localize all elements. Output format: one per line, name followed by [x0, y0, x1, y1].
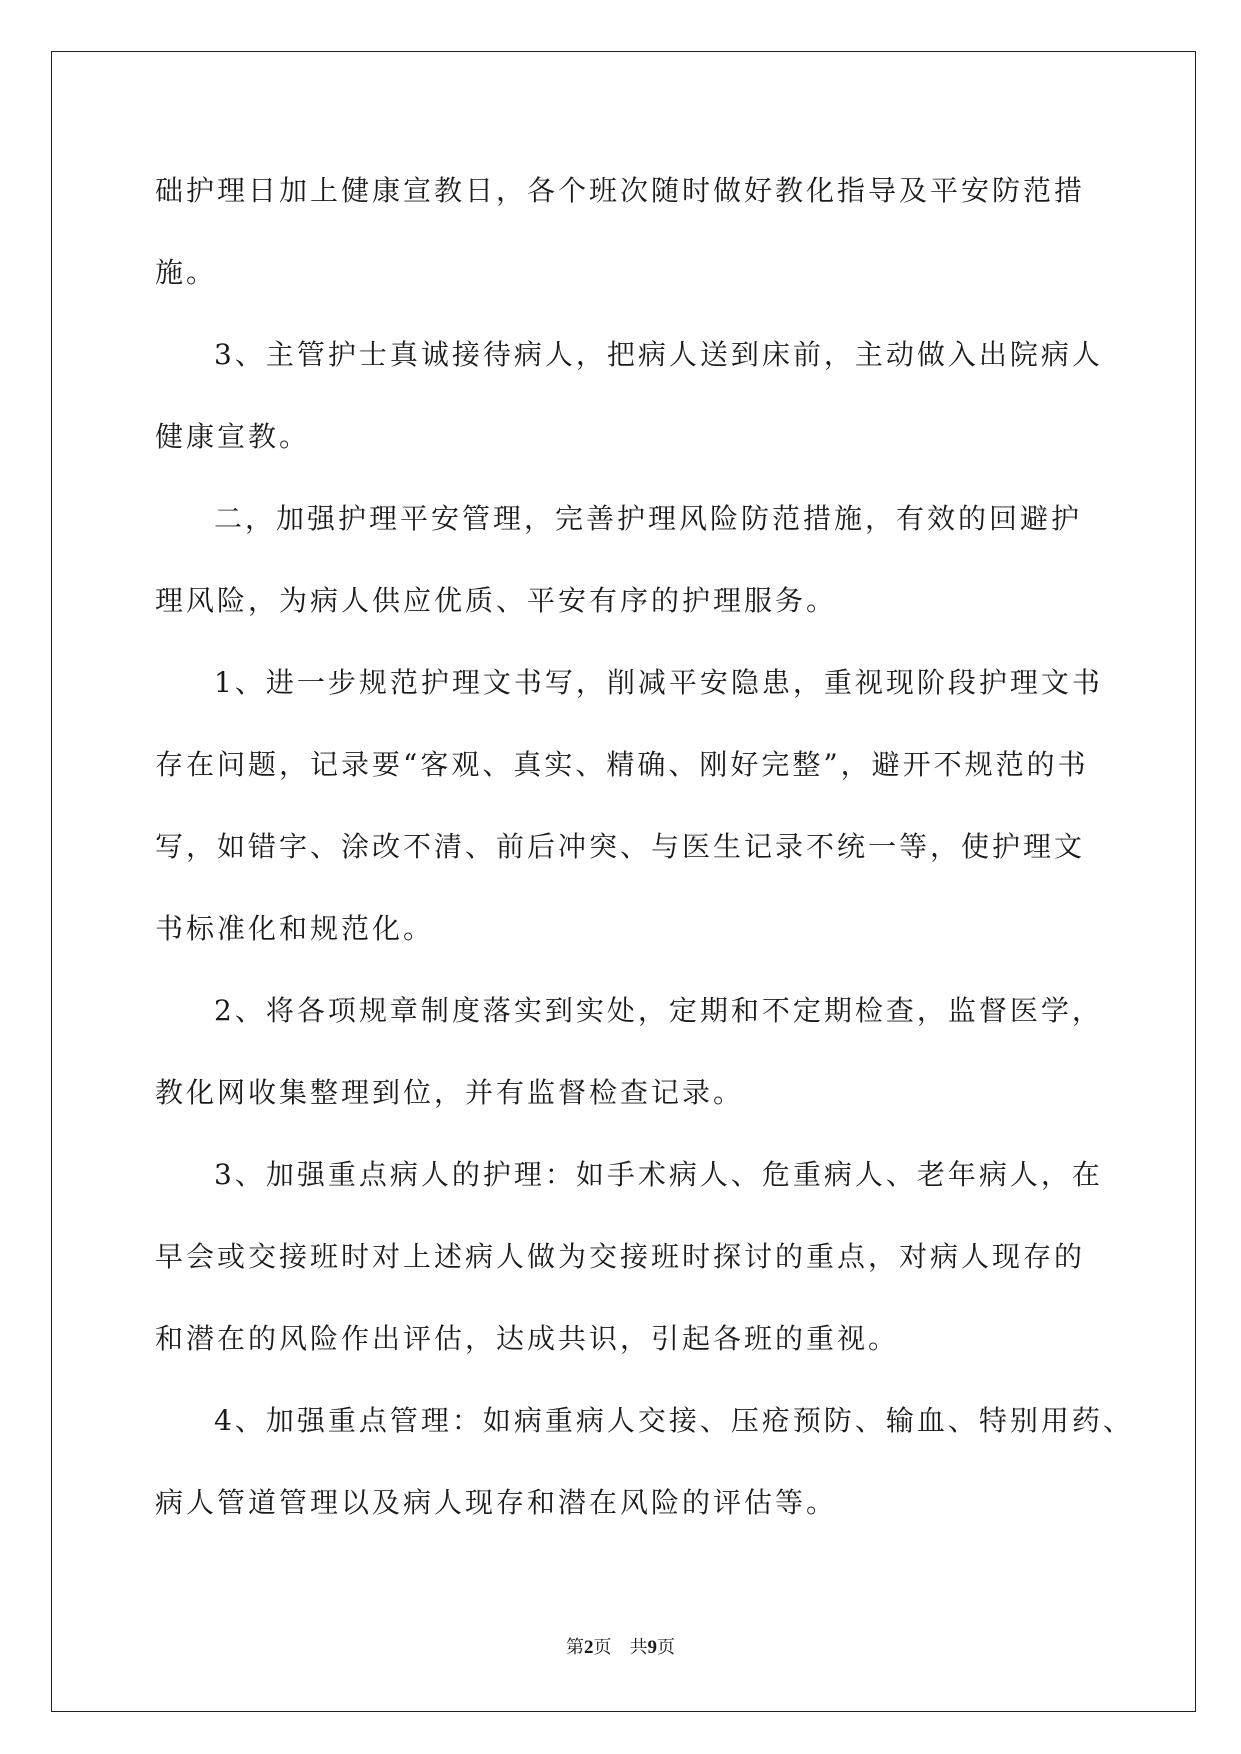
text-line: 写，如错字、涂改不清、前后冲突、与医生记录不统一等，使护理文	[155, 830, 1086, 863]
total-suffix: 页	[657, 1637, 675, 1658]
text-line: 1、进一步规范护理文书写，削减平安隐患，重视现阶段护理文书	[214, 666, 1103, 699]
text-line: 存在问题，记录要“客观、真实、精确、刚好完整”，避开不规范的书	[155, 748, 1089, 781]
total-pages: 9	[647, 1637, 657, 1658]
page-footer	[0, 1634, 1241, 1662]
text-line: 础护理日加上健康宣教日，各个班次随时做好教化指导及平安防范措	[155, 174, 1086, 207]
text-line: 3、主管护士真诚接待病人，把病人送到床前，主动做入出院病人	[214, 338, 1103, 371]
total-prefix: 共	[629, 1637, 648, 1658]
page-number-label	[566, 1637, 612, 1658]
text-line: 健康宣教。	[155, 420, 311, 453]
text-line: 早会或交接班时对上述病人做为交接班时探讨的重点，对病人现存的	[155, 1240, 1086, 1273]
total-pages-label	[630, 1637, 676, 1658]
text-line: 二，加强护理平安管理，完善护理风险防范措施，有效的回避护	[214, 502, 1083, 535]
page-suffix: 页	[593, 1637, 612, 1658]
text-line: 理风险，为病人供应优质、平安有序的护理服务。	[155, 584, 838, 617]
text-line: 病人管道管理以及病人现存和潜在风险的评估等。	[155, 1486, 838, 1519]
page-number: 2	[584, 1637, 594, 1658]
text-line: 书标准化和规范化。	[155, 912, 435, 945]
text-line: 4、加强重点管理：如病重病人交接、压疮预防、输血、特别用药、	[214, 1404, 1134, 1437]
text-line: 3、加强重点病人的护理：如手术病人、危重病人、老年病人，在	[214, 1158, 1103, 1191]
text-line: 2、将各项规章制度落实到实处，定期和不定期检查，监督医学，	[214, 994, 1103, 1027]
text-line: 和潜在的风险作出评估，达成共识，引起各班的重视。	[155, 1322, 900, 1355]
text-line: 教化网收集整理到位，并有监督检查记录。	[155, 1076, 745, 1109]
page-prefix: 第	[566, 1637, 584, 1658]
text-line: 施。	[155, 256, 218, 289]
